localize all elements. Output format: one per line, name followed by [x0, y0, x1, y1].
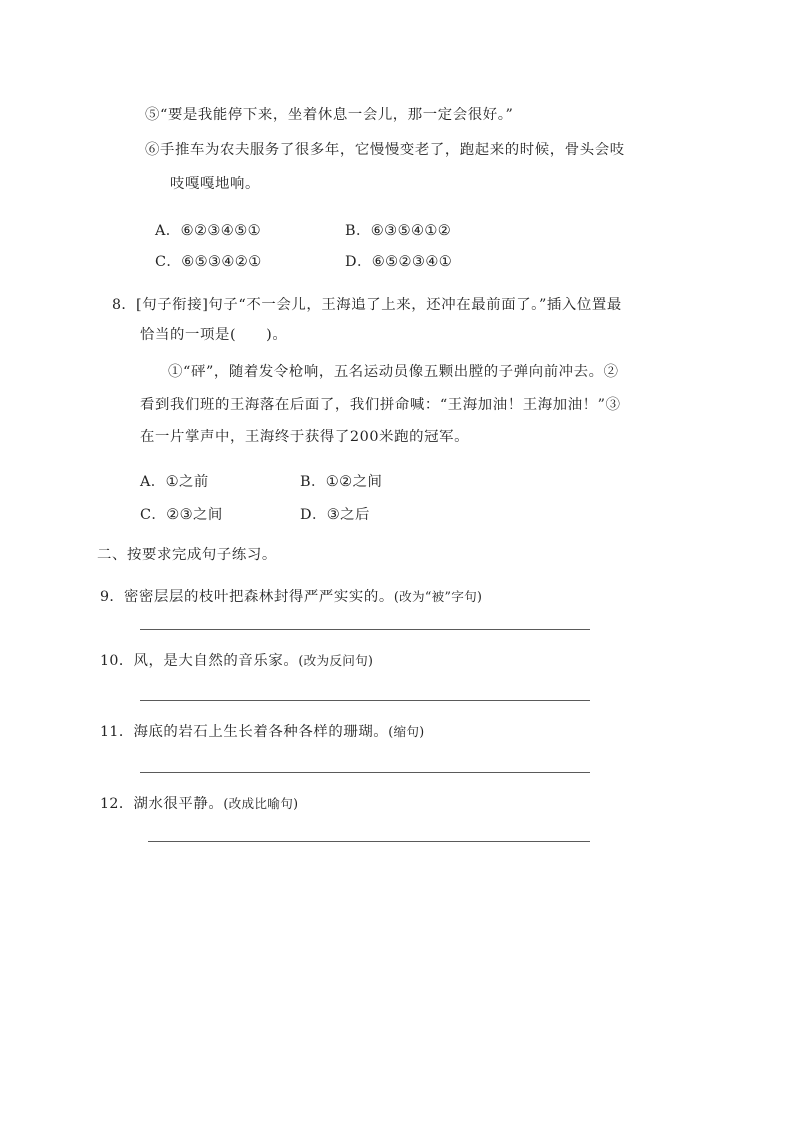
question-8-stem-line1: 句子“不一会儿，王海追了上来，还冲在最前面了。”插入位置最 — [208, 297, 622, 313]
question-10-text: 风，是大自然的音乐家。 — [133, 653, 299, 669]
question-8-stem-line2: 恰当的一项是( )。 — [140, 327, 288, 343]
q7-option-a-letter: A． — [155, 223, 181, 239]
q8-option-c-letter: C． — [140, 507, 167, 523]
q8-option-c-text: ②③之间 — [166, 507, 223, 523]
sequence-item-6-line2: 吱嘎嘎地响。 — [170, 176, 260, 192]
question-12-text: 湖水很平静。 — [133, 796, 224, 812]
question-8-passage-line-3: 在一片掌声中，王海终于获得了200米跑的冠军。 — [140, 429, 470, 445]
question-11-instruction: (缩句) — [388, 724, 425, 739]
question-10-number: 10． — [100, 653, 134, 669]
question-8-passage-line-2: 看到我们班的王海落在后面了，我们拼命喊：“王海加油！王海加油！”③ — [140, 397, 621, 413]
sequence-item-5: ⑤“要是我能停下来，坐着休息一会儿，那一定会很好。” — [145, 107, 514, 123]
question-9-instruction: (改为“被”字句) — [393, 589, 483, 604]
question-9 — [100, 586, 482, 605]
q8-option-b-text: ①②之间 — [325, 474, 383, 490]
q7-option-d-text: ⑥⑤②③④① — [371, 254, 453, 270]
q7-option-a[interactable] — [155, 220, 261, 239]
question-11-answer-line[interactable] — [140, 772, 590, 773]
sequence-item-6-line1: ⑥手推车为农夫服务了很多年，它慢慢变老了，跑起来的时候，骨头会吱 — [145, 142, 625, 158]
q7-option-c-letter: C． — [155, 254, 182, 270]
q8-option-b-letter: B． — [300, 474, 326, 490]
question-8-passage-line-1: ①“砰”，随着发令枪响，五名运动员像五颗出膛的子弹向前冲去。② — [168, 364, 619, 380]
q7-option-a-text: ⑥②③④⑤① — [180, 223, 261, 239]
q8-option-c[interactable] — [140, 504, 223, 523]
question-10-instruction: (改为反问句) — [298, 653, 374, 668]
q8-option-b[interactable] — [300, 471, 382, 490]
question-8-tag: [句子衔接] — [136, 297, 209, 313]
question-12-instruction: (改成比喻句) — [223, 796, 299, 811]
q7-option-d[interactable] — [345, 251, 452, 270]
question-11-text: 海底的岩石上生长着各种各样的珊瑚。 — [133, 724, 389, 740]
question-10-answer-line[interactable] — [140, 700, 590, 701]
q8-option-d-text: ③之后 — [326, 507, 370, 523]
q7-option-c[interactable] — [155, 251, 262, 270]
q7-option-b[interactable] — [345, 220, 451, 239]
q8-option-a-text: ①之前 — [165, 474, 209, 490]
q7-option-b-letter: B． — [345, 223, 371, 239]
question-10 — [100, 650, 373, 669]
question-11 — [100, 721, 425, 740]
q8-option-d[interactable] — [300, 504, 370, 523]
q7-option-d-letter: D． — [345, 254, 372, 270]
question-8-stem — [112, 294, 622, 313]
question-9-number: 9． — [100, 589, 125, 605]
question-9-text: 密密层层的枝叶把森林封得严严实实的。 — [124, 589, 394, 605]
question-12-answer-line[interactable] — [148, 841, 590, 842]
q7-option-c-text: ⑥⑤③④②① — [181, 254, 262, 270]
q7-option-b-text: ⑥③⑤④①② — [370, 223, 452, 239]
q8-option-a-letter: A． — [140, 474, 166, 490]
question-8-number: 8． — [112, 297, 137, 313]
question-12-number: 12． — [100, 796, 134, 812]
question-11-number: 11． — [100, 724, 134, 740]
question-9-answer-line[interactable] — [140, 629, 590, 630]
q8-option-d-letter: D． — [300, 507, 327, 523]
section-2-heading: 二、按要求完成句子练习。 — [97, 547, 277, 563]
question-12 — [100, 793, 298, 812]
q8-option-a[interactable] — [140, 471, 209, 490]
